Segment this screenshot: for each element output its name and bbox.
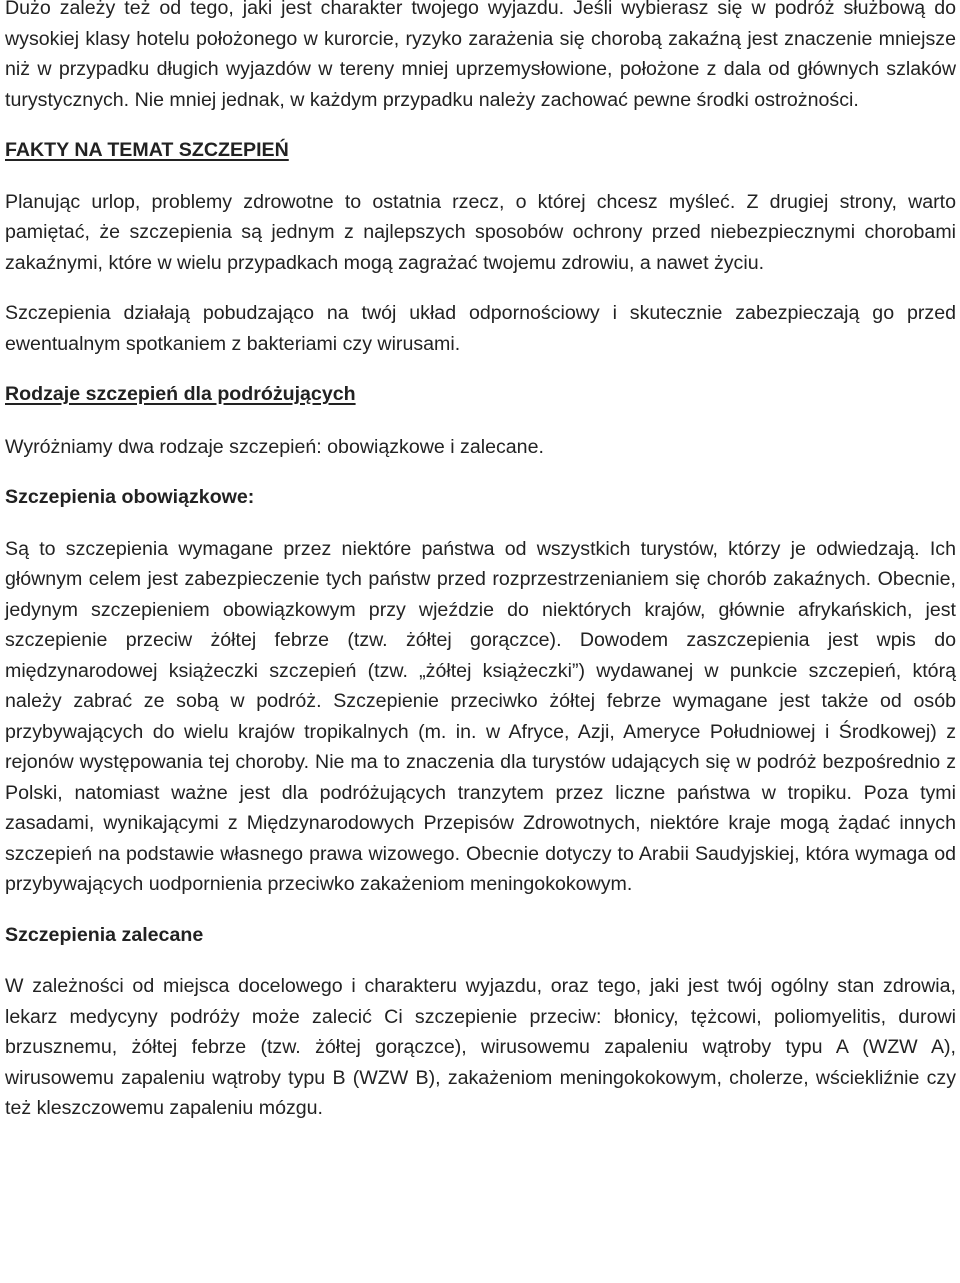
facts-paragraph-2: Szczepienia działają pobudzająco na twój układ odpornościowy i skutecznie zabezpieczają go przed ewentualnym spotkaniem z bakteriami czy wirusami. <box>5 302 956 355</box>
document-page <box>5 0 956 1124</box>
section-heading-mandatory: Szczepienia obowiązkowe: <box>5 486 255 508</box>
section-heading-recommended: Szczepienia zalecane <box>5 923 204 946</box>
section-heading-facts: FAKTY NA TEMAT SZCZEPIEŃ <box>5 139 289 161</box>
recommended-paragraph: W zależności od miejsca docelowego i charakteru wyjazdu, oraz tego, jaki jest twój ogólny stan zdrowia, lekarz medycyny podróży może zalecić Ci szczepienie przeciw: błonicy, tężcowi, poliomyelitis, durowi brzusznemu, żółtej febrze (tzw. żółtej gorączce), wirusowemu zapaleniu wątroby typu A (WZW A), wirusowemu zapaleniu wątroby typu B (WZW B), zakażeniom meningokokowym, cholerze, wściekliźnie czy też kleszczowemu zapaleniu mózgu. <box>5 975 956 1119</box>
intro-paragraph: Dużo zależy też od tego, jaki jest charakter twojego wyjazdu. Jeśli wybierasz się w podróż służbową do wysokiej klasy hotelu położonego w kurorcie, ryzyko zarażenia się chorobą zakaźną jest znaczenie mniejsze niż w przypadku długich wyjazdów w tereny mniej uprzemysłowione, położone z dala od głównych szlaków turystycznych. Nie mniej jednak, w każdym przypadku należy zachować pewne środki ostrożności. <box>5 0 956 111</box>
section-heading-types: Rodzaje szczepień dla podróżujących <box>5 383 356 405</box>
mandatory-paragraph: Są to szczepienia wymagane przez niektóre państwa od wszystkich turystów, którzy je odwiedzają. Ich głównym celem jest zabezpieczenie tych państw przed rozprzestrzenianiem się chorób zakaźnych. Obecnie, jedynym szczepieniem obowiązkowym przy wjeździe do niektórych krajów, głównie afrykańskich, jest szczepienie przeciw żółtej febrze (tzw. żółtej gorączce). Dowodem zaszczepienia jest wpis do międzynarodowej książeczki szczepień (tzw. „żółtej książeczki”) wydawanej w punkcie szczepień, którą należy zabrać ze sobą w podróż. Szczepienie przeciwko żółtej febrze wymagane jest także od osób przybywających do wielu krajów tropikalnych (m. in. w Afryce, Azji, Ameryce Południowej i Środkowej) z rejonów występowania tej choroby. Nie ma to znaczenia dla turystów udających się w podróż bezpośrednio z Polski, natomiast ważne jest dla podróżujących tranzytem przez liczne państwa w tropiku. Poza tymi zasadami, wynikającymi z Międzynarodowych Przepisów Zdrowotnych, niektóre kraje mogą żądać innych szczepień na podstawie własnego prawa wizowego. Obecnie dotyczy to Arabii Saudyjskiej, która wymaga od przybywających uodpornienia przeciwko zakażeniom meningokokowym. <box>5 537 956 895</box>
facts-paragraph-1: Planując urlop, problemy zdrowotne to ostatnia rzecz, o której chcesz myśleć. Z drugiej strony, warto pamiętać, że szczepienia są jednym z najlepszych sposobów ochrony przed niebezpiecznymi chorobami zakaźnymi, które w wielu przypadkach mogą zagrażać twojemu zdrowiu, a nawet życiu. <box>5 190 956 274</box>
types-paragraph: Wyróżniamy dwa rodzaje szczepień: obowiązkowe i zalecane. <box>5 435 544 458</box>
